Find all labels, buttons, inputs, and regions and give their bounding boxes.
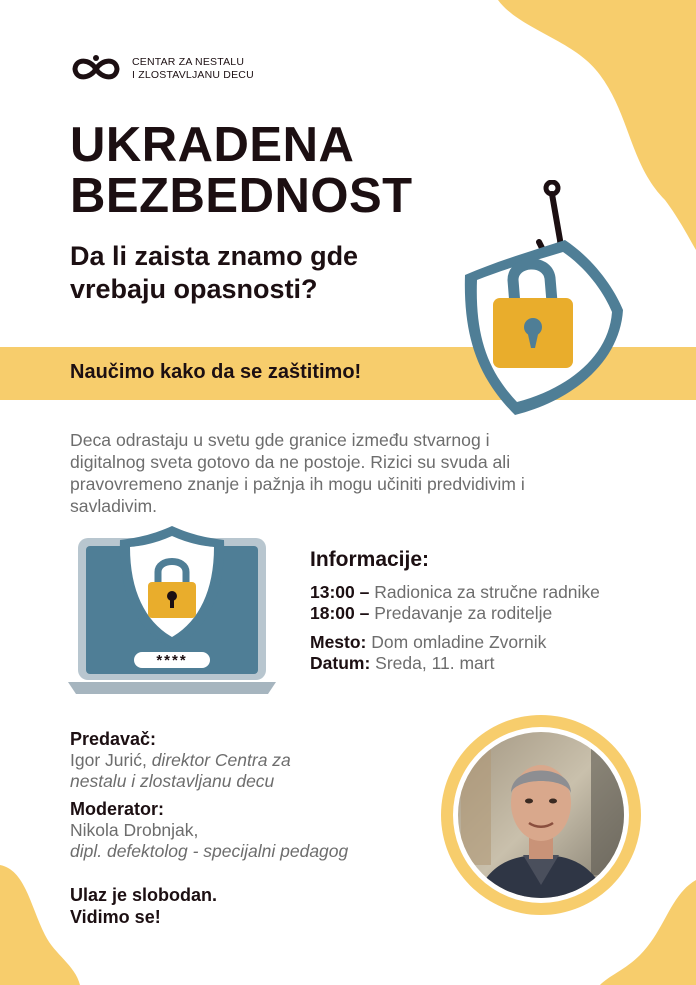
closing-message <box>70 884 217 928</box>
schedule-event: Predavanje za roditelje <box>374 603 553 623</box>
band-text: Naučimo kako da se zaštitimo! <box>70 361 362 383</box>
date-value: Sreda, 11. mart <box>375 653 495 673</box>
hooked-shield-lock-icon <box>455 180 635 420</box>
schedule-time: 13:00 – <box>310 582 370 602</box>
bottom-left-blob <box>0 865 80 985</box>
closing-line2: Vidimo se! <box>70 907 161 927</box>
intro-line1: Deca odrastaju u svetu gde granice između stvarnog i <box>70 430 490 450</box>
intro-paragraph <box>70 429 660 517</box>
subtitle <box>70 240 358 306</box>
org-logo <box>70 54 254 84</box>
schedule-item <box>310 603 600 624</box>
infinity-logo-icon <box>70 54 122 84</box>
speaker-line <box>70 750 348 771</box>
intro-line3: pravovremeno znanje i pažnja ih mogu učiniti predvidivim i <box>70 474 525 494</box>
subtitle-line1: Da li zaista znamo gde <box>70 241 359 271</box>
closing-line1: Ulaz je slobodan. <box>70 885 218 905</box>
place-row <box>310 632 600 653</box>
schedule-event: Radionica za stručne radnike <box>374 582 600 602</box>
place-label: Mesto: <box>310 632 367 652</box>
org-name <box>132 56 254 82</box>
speaker-photo <box>441 715 641 915</box>
speaker-role-line <box>70 771 348 792</box>
date-row <box>310 653 600 674</box>
laptop-shield-illustration <box>68 524 276 699</box>
moderator-role-line <box>70 841 348 862</box>
date-label: Datum: <box>310 653 371 673</box>
org-name-line1: CENTAR ZA NESTALU <box>132 56 245 68</box>
speaker-role-line1: direktor Centra za <box>151 750 291 770</box>
moderator-name: Nikola Drobnjak, <box>70 820 199 840</box>
info-heading: Informacije: <box>310 548 430 571</box>
info-section <box>310 548 600 674</box>
speaker-heading: Predavač: <box>70 729 157 749</box>
title-line2: BEZBEDNOST <box>70 169 413 223</box>
org-name-line2: I ZLOSTAVLJANU DECU <box>132 69 254 81</box>
schedule-item <box>310 582 600 603</box>
intro-line2: digitalnog sveta gotovo da ne postoje. Rizici su svuda ali <box>70 452 511 472</box>
moderator-heading: Moderator: <box>70 799 164 819</box>
speaker-name: Igor Jurić, <box>70 750 147 770</box>
page-title <box>70 120 413 222</box>
place-value: Dom omladine Zvornik <box>371 632 547 652</box>
password-mask: **** <box>156 652 188 669</box>
schedule-time: 18:00 – <box>310 603 370 623</box>
title-line1: UKRADENA <box>70 118 355 172</box>
speaker-section <box>70 728 348 862</box>
subtitle-line2: vrebaju opasnosti? <box>70 274 318 304</box>
intro-line4: savladivim. <box>70 496 158 516</box>
moderator-role: dipl. defektolog - specijalni pedagog <box>70 841 349 861</box>
speaker-role-line2: nestalu i zlostavljanu decu <box>70 771 275 791</box>
